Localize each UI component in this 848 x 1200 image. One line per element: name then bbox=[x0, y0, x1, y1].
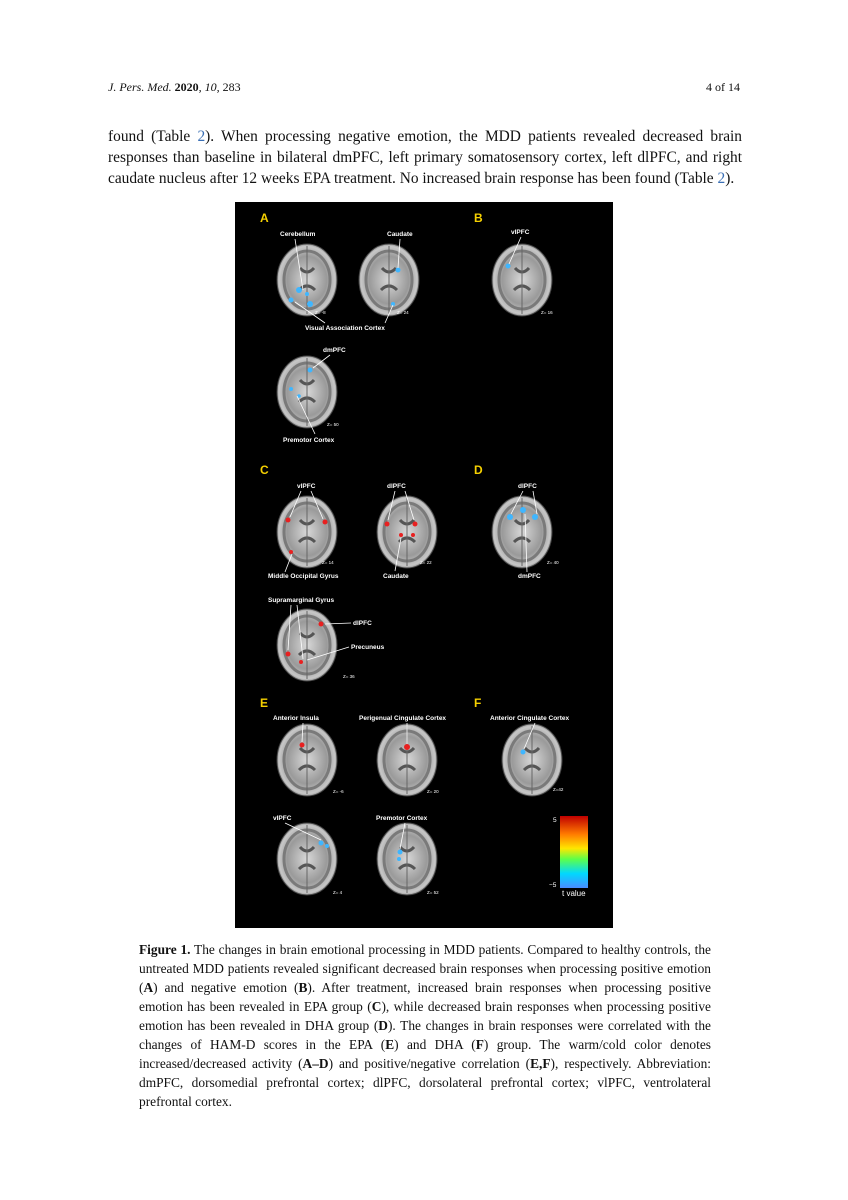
label-middle-occipital: Middle Occipital Gyrus bbox=[268, 573, 339, 580]
label-supramarginal: Supramarginal Gyrus bbox=[268, 597, 335, 604]
journal-name: J. Pers. Med. bbox=[108, 80, 172, 94]
svg-text:Z= -6: Z= -6 bbox=[333, 789, 344, 794]
brain-figure bbox=[235, 202, 613, 928]
figure-label: Figure 1. bbox=[139, 942, 191, 957]
journal-volume: 10 bbox=[204, 80, 217, 94]
label-dlpfc: dlPFC bbox=[387, 483, 406, 490]
label-perigenual-cingulate: Perigenual Cingulate Cortex bbox=[359, 715, 447, 722]
label-premotor: Premotor Cortex bbox=[376, 815, 428, 822]
colorbar bbox=[560, 816, 588, 888]
article-number: 283 bbox=[222, 80, 241, 94]
panel-letter-a: A bbox=[260, 211, 269, 225]
colorbar-min: −5 bbox=[549, 882, 557, 889]
label-anterior-cingulate: Anterior Cingulate Cortex bbox=[490, 715, 570, 722]
label-caudate: Caudate bbox=[383, 573, 409, 580]
label-dlpfc: dlPFC bbox=[353, 620, 372, 627]
panel-letter-c: C bbox=[260, 463, 269, 477]
label-cerebellum: Cerebellum bbox=[280, 231, 316, 238]
brain-slice bbox=[277, 244, 337, 316]
brain-slice bbox=[359, 244, 419, 316]
journal-year: 2020 bbox=[174, 80, 199, 94]
figure-caption: Figure 1. The changes in brain emotional processing in MDD patients. Compared to healthy controls, the untreated MDD patients revealed significant decreased brain responses when processing positive emotion (A) and negative emotion (B). After treatment, increased brain responses when processing positive emotion has been revealed in EPA group (C), while decreased brain responses when processing positive emotion has been revealed in DHA group (D). The changes in brain responses were correlated with the changes of HAM-D scores in the EPA (E) and DHA (F) group. The warm/cold color denotes increased/decreased activity (A–D) and positive/negative correlation (E,F), respectively. Abbreviation: dmPFC, dorsomedial prefrontal cortex; dlPFC, dorsolateral prefrontal cortex; vlPFC, ventrolateral prefrontal cortex. bbox=[139, 942, 712, 1109]
svg-text:Z= 24: Z= 24 bbox=[397, 310, 409, 315]
brain-slice bbox=[277, 496, 337, 568]
svg-text:Z= 16: Z= 16 bbox=[541, 310, 553, 315]
svg-text:Z= 4: Z= 4 bbox=[333, 890, 343, 895]
running-header: J. Pers. Med. 2020, 10, 283 bbox=[108, 80, 241, 94]
table-ref[interactable]: 2 bbox=[717, 170, 726, 187]
label-vlpfc: vlPFC bbox=[273, 815, 292, 822]
label-dmpfc: dmPFC bbox=[323, 347, 346, 354]
brain-slice bbox=[492, 496, 552, 568]
label-precuneus: Precuneus bbox=[351, 644, 385, 651]
svg-text:Z= 50: Z= 50 bbox=[327, 422, 339, 427]
brain-slice bbox=[277, 609, 337, 681]
brain-slice bbox=[377, 496, 437, 568]
label-dlpfc: dlPFC bbox=[518, 483, 537, 490]
svg-text:Z= 40: Z= 40 bbox=[547, 560, 559, 565]
panel-letter-f: F bbox=[474, 696, 482, 710]
page-number: 4 of 14 bbox=[706, 80, 740, 94]
svg-text:Z=42: Z=42 bbox=[553, 787, 564, 792]
svg-text:Z= 36: Z= 36 bbox=[343, 674, 355, 679]
panel-letter-d: D bbox=[474, 463, 483, 477]
label-caudate: Caudate bbox=[387, 231, 413, 238]
svg-text:Z= 52: Z= 52 bbox=[427, 890, 439, 895]
brain-slice bbox=[277, 724, 337, 796]
colorbar-label: t value bbox=[562, 889, 586, 898]
panel-letter-e: E bbox=[260, 696, 269, 710]
label-vlpfc: vlPFC bbox=[511, 229, 530, 236]
svg-text:Z= 14: Z= 14 bbox=[322, 560, 334, 565]
brain-slice bbox=[502, 724, 562, 796]
brain-slice bbox=[492, 244, 552, 316]
label-dmpfc: dmPFC bbox=[518, 573, 541, 580]
svg-text:Z= 22: Z= 22 bbox=[420, 560, 432, 565]
brain-slice bbox=[377, 823, 437, 895]
label-anterior-insula: Anterior Insula bbox=[273, 715, 319, 722]
body-paragraph: found (Table 2). When processing negative emotion, the MDD patients revealed decreased brain responses than baseline in bilateral dmPFC, left primary somatosensory cortex, left dlPFC, and right caudate nucleus after 12 weeks EPA treatment. No increased brain response has been found (Table 2). bbox=[108, 128, 743, 187]
table-ref[interactable]: 2 bbox=[197, 128, 206, 145]
label-vlpfc: vlPFC bbox=[297, 483, 316, 490]
svg-text:Z= -8: Z= -8 bbox=[315, 310, 326, 315]
svg-text:Z= 20: Z= 20 bbox=[427, 789, 439, 794]
label-premotor: Premotor Cortex bbox=[283, 437, 335, 444]
panel-letter-b: B bbox=[474, 211, 483, 225]
colorbar-max: 5 bbox=[553, 817, 557, 824]
label-visual-association: Visual Association Cortex bbox=[305, 325, 385, 332]
